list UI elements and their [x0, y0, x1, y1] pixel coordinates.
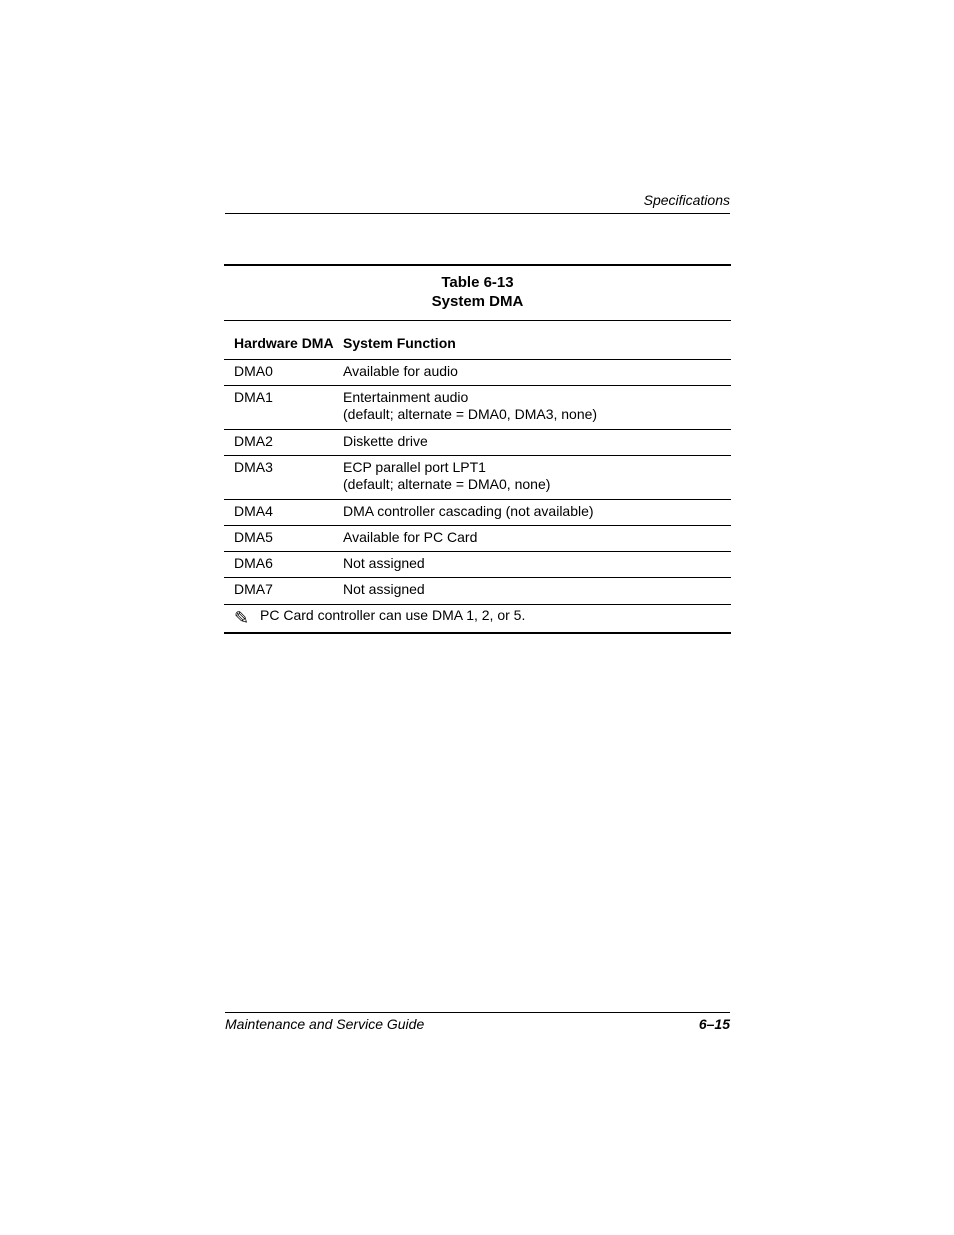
- section-title: Specifications: [643, 192, 730, 208]
- cell-system-function: [343, 363, 731, 385]
- column-header-system-function: System Function: [343, 335, 456, 351]
- cell-system-function: [343, 529, 731, 551]
- table-row: [224, 456, 731, 500]
- table-row: [224, 552, 731, 578]
- table-row: [224, 386, 731, 430]
- cell-hardware-dma: DMA3: [234, 459, 273, 475]
- function-line: (default; alternate = DMA0, none): [343, 476, 551, 492]
- cell-hardware-dma: DMA4: [234, 503, 273, 519]
- function-line: Diskette drive: [343, 433, 428, 449]
- function-line: Entertainment audio: [343, 389, 469, 405]
- table-header-row: [224, 321, 731, 360]
- note-text: PC Card controller can use DMA 1, 2, or 5.: [260, 607, 526, 623]
- table-row: [224, 430, 731, 456]
- system-dma-table: [224, 264, 731, 634]
- cell-hardware-dma: DMA1: [234, 389, 273, 405]
- cell-hardware-dma: DMA7: [234, 581, 273, 597]
- table-row: [224, 360, 731, 386]
- guide-title: Maintenance and Service Guide: [225, 1016, 425, 1032]
- running-footer: [225, 1012, 730, 1034]
- table-number: Table 6-13: [441, 274, 514, 291]
- function-line: ECP parallel port LPT1: [343, 459, 486, 475]
- cell-system-function: [343, 555, 731, 577]
- table-note: [224, 604, 731, 634]
- function-line: DMA controller cascading (not available): [343, 503, 594, 519]
- function-line: Available for audio: [343, 363, 458, 379]
- cell-system-function: [343, 459, 731, 499]
- table-caption: [224, 266, 731, 321]
- cell-system-function: [343, 503, 731, 525]
- table-row: [224, 500, 731, 526]
- function-line: Not assigned: [343, 581, 425, 597]
- cell-hardware-dma: DMA0: [234, 363, 273, 379]
- page-number: 6–15: [698, 1016, 730, 1032]
- pencil-note-icon: ✎: [234, 608, 250, 628]
- cell-system-function: [343, 389, 731, 429]
- function-line: (default; alternate = DMA0, DMA3, none): [343, 406, 598, 422]
- running-header: [225, 190, 730, 214]
- column-header-hardware-dma: Hardware DMA: [234, 335, 334, 351]
- cell-system-function: [343, 433, 731, 455]
- table-row: [224, 526, 731, 552]
- cell-system-function: [343, 581, 731, 604]
- function-line: Available for PC Card: [343, 529, 478, 545]
- cell-hardware-dma: DMA5: [234, 529, 273, 545]
- table-title: System DMA: [431, 293, 524, 310]
- function-line: Not assigned: [343, 555, 425, 571]
- cell-hardware-dma: DMA2: [234, 433, 273, 449]
- table-row: [224, 578, 731, 604]
- cell-hardware-dma: DMA6: [234, 555, 273, 571]
